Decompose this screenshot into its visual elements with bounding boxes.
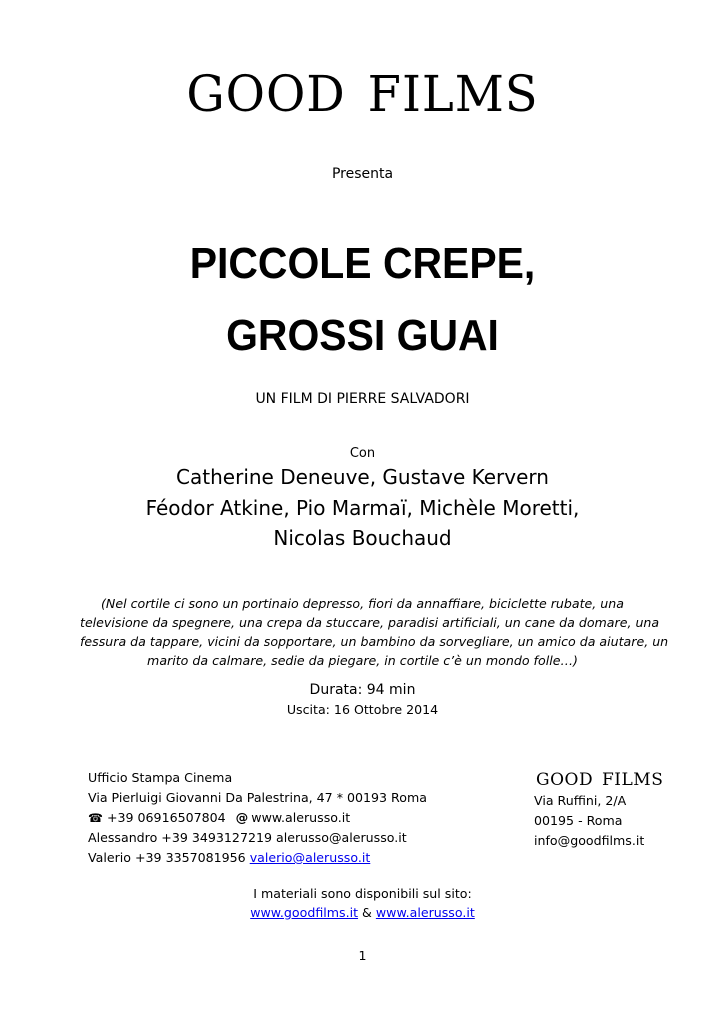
film-title-line1: PICCOLE CREPE, [189, 239, 536, 288]
distributor-email: info@goodfilms.it [534, 833, 645, 848]
press-office-name: Ufficio Stampa Cinema [88, 770, 233, 785]
cast-line-3: Nicolas Bouchaud [273, 526, 452, 550]
duration: Durata: 94 min [309, 682, 416, 698]
release-date: Uscita: 16 Ottobre 2014 [286, 702, 439, 717]
synopsis-line: fessura da tappare, vicini da sopportare, un bambino da sorvegliare, un amico da aiutare, un [80, 634, 669, 649]
goodfilms-link[interactable]: www.goodfilms.it [250, 905, 359, 920]
valerio-email-link[interactable]: valerio@alerusso.it [249, 850, 371, 865]
press-contact-alessandro: Alessandro +39 3493127219 alerusso@alerusso.it [88, 830, 407, 845]
cast-label: Con [349, 446, 376, 461]
distributor-address-line2: 00195 - Roma [534, 813, 623, 828]
materials-note: I materiali sono disponibili sul sito: [253, 886, 472, 901]
synopsis [80, 594, 669, 670]
press-office-phone: +39 06916507804 [106, 810, 226, 825]
presenta-label: Presenta [331, 166, 394, 182]
press-office-contacts [88, 808, 350, 828]
synopsis-line: (Nel cortile ci sono un portinaio depresso, fiori da annaffiare, biciclette rubate, una [101, 596, 624, 611]
press-contact-valerio [88, 848, 370, 868]
link-separator: & [358, 905, 376, 920]
phone-icon: ☎ [88, 811, 103, 825]
synopsis-line: marito da calmare, sedie da piegare, in cortile c’è un mondo folle…) [147, 653, 578, 668]
at-icon: @ [235, 810, 249, 825]
good-films-logo: GOOD FILMS [186, 65, 539, 123]
distributor-address-line1: Via Ruffini, 2/A [534, 793, 627, 808]
cast-line-1: Catherine Deneuve, Gustave Kervern [176, 465, 549, 489]
press-office-address: Via Pierluigi Giovanni Da Palestrina, 47 * 00193 Roma [88, 790, 427, 805]
alerusso-link[interactable]: www.alerusso.it [375, 905, 475, 920]
page-number: 1 [358, 948, 367, 963]
good-films-logo-small: GOOD FILMS [536, 770, 664, 790]
film-title-line2: GROSSI GUAI [226, 311, 499, 360]
director-credit: UN FILM DI PIERRE SALVADORI [255, 391, 470, 407]
cast-line-2: Féodor Atkine, Pio Marmaï, Michèle Moretti, [145, 496, 580, 520]
synopsis-line: televisione da spegnere, una crepa da stuccare, paradisi artificiali, un cane da domare, una [80, 615, 660, 630]
valerio-phone: Valerio +39 3357081956 [88, 850, 250, 865]
materials-links [0, 903, 725, 923]
press-office-website: www.alerusso.it [251, 810, 351, 825]
